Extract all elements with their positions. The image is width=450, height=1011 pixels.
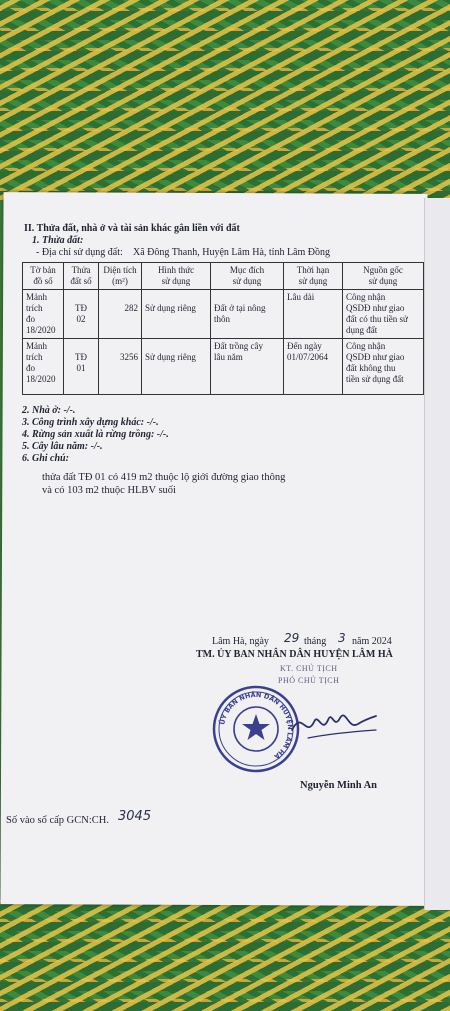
role-line-1: KT. CHỦ TỊCH <box>280 664 338 673</box>
cell-map: Mảnh trích đo 18/2020 <box>23 290 64 339</box>
cell-map: Mảnh trích đo 18/2020 <box>23 339 64 395</box>
signer-name: Nguyễn Minh An <box>300 780 378 791</box>
cell-purpose: Đất ở tại nông thôn <box>211 290 284 339</box>
land-parcel-table <box>22 262 424 395</box>
role-line-2: PHÓ CHỦ TỊCH <box>278 676 340 685</box>
date-month-word: tháng <box>304 636 327 647</box>
adjacent-page-edge <box>424 198 450 910</box>
note-line-2: và có 103 m2 thuộc HLBV suối <box>42 485 176 496</box>
svg-text:ỦY BAN NHÂN DÂN HUYỆN LÂM HÀ: ỦY BAN NHÂN DÂN HUYỆN LÂM HÀ <box>218 690 295 761</box>
date-month: 3 <box>338 631 346 645</box>
address-label: - Địa chỉ sử dụng đất: <box>36 247 123 258</box>
item-notes-label: 6. Ghi chú: <box>22 453 69 464</box>
table-row <box>23 290 424 339</box>
registry-number: 3045 <box>118 809 152 824</box>
handwritten-signature <box>288 700 378 745</box>
item-trees: 5. Cây lâu năm: -/-. <box>22 441 103 452</box>
woven-mat-top <box>0 0 450 200</box>
cell-parcel: TĐ 01 <box>64 339 99 395</box>
cell-term: Đến ngày 01/07/2064 <box>284 339 343 395</box>
cell-origin: Công nhận QSDĐ như giao đất có thu tiền sử dụng đất <box>343 290 424 339</box>
official-seal-icon <box>212 685 300 773</box>
col-header-form: Hình thức sử dụng <box>142 263 211 290</box>
col-header-map: Tờ bản đồ số <box>23 263 64 290</box>
col-header-origin: Nguồn gốc sử dụng <box>343 263 424 290</box>
item-forest: 4. Rừng sản xuất là rừng trồng: -/-. <box>22 429 169 440</box>
cell-term: Lâu dài <box>284 290 343 339</box>
date-year: năm 2024 <box>352 636 392 647</box>
section-heading: II. Thửa đất, nhà ở và tài sản khác gắn liền với đất <box>24 223 240 234</box>
col-header-term: Thời hạn sử dụng <box>284 263 343 290</box>
cell-parcel: TĐ 02 <box>64 290 99 339</box>
address-value: Xã Đông Thanh, Huyện Lâm Hà, tỉnh Lâm Đồng <box>133 247 330 258</box>
woven-mat-bottom <box>0 900 450 1011</box>
cell-origin: Công nhận QSDĐ như giao đất không thu tiền sử dụng đất <box>343 339 424 395</box>
cell-form: Sử dụng riêng <box>142 339 211 395</box>
table-row <box>23 339 424 395</box>
cell-area: 3256 <box>99 339 142 395</box>
col-header-area: Diện tích (m²) <box>99 263 142 290</box>
table-header-row <box>23 263 424 290</box>
item-house: 2. Nhà ở: -/-. <box>22 405 76 416</box>
cell-form: Sử dụng riêng <box>142 290 211 339</box>
place-date-prefix: Lâm Hà, ngày <box>212 636 269 647</box>
col-header-parcel: Thửa đất số <box>64 263 99 290</box>
cell-purpose: Đất trồng cây lâu năm <box>211 339 284 395</box>
col-header-purpose: Mục đích sử dụng <box>211 263 284 290</box>
land-subheading: 1. Thửa đất: <box>32 235 84 246</box>
date-day: 29 <box>284 631 300 645</box>
note-line-1: thửa đất TĐ 01 có 419 m2 thuộc lộ giới đường giao thông <box>42 472 286 483</box>
cell-area: 282 <box>99 290 142 339</box>
authority-title: TM. ỦY BAN NHÂN DÂN HUYỆN LÂM HÀ <box>196 649 393 660</box>
registry-label: Số vào sổ cấp GCN:CH. <box>6 815 109 826</box>
item-construction: 3. Công trình xây dựng khác: -/-. <box>22 417 159 428</box>
